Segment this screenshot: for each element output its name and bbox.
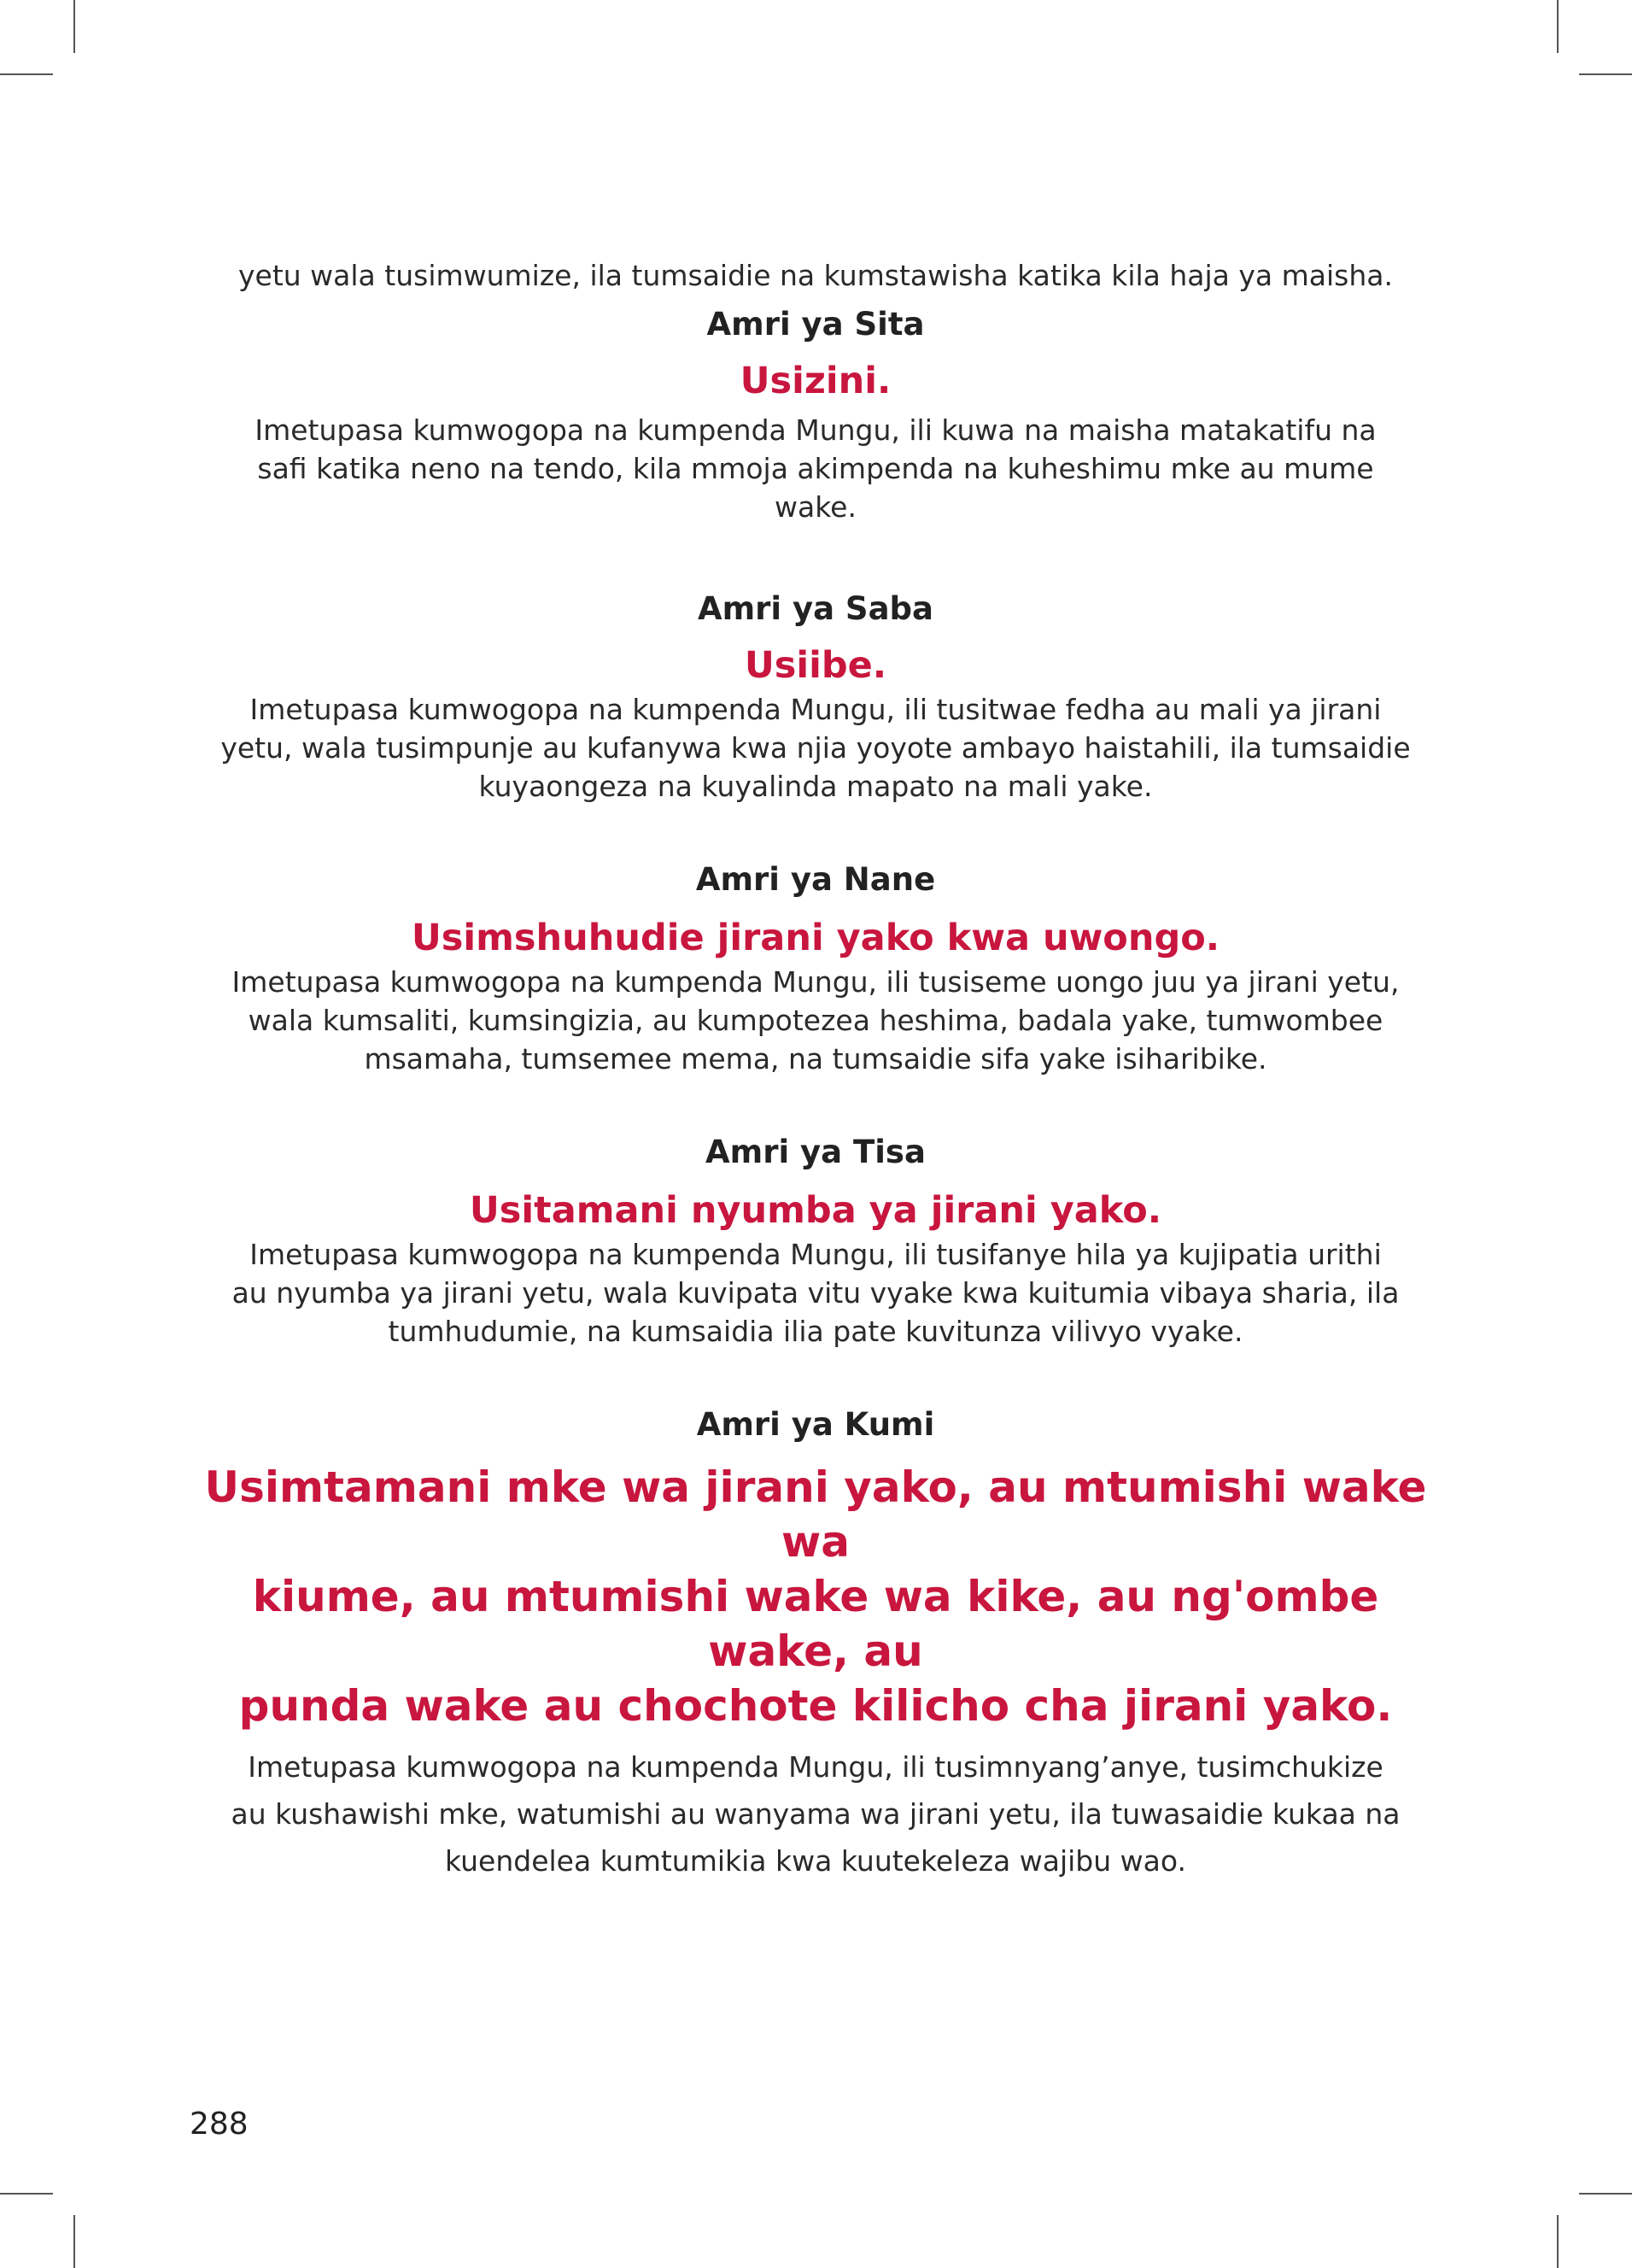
crop-mark-bottom-right-vertical [1557, 2215, 1559, 2268]
body-line: Imetupasa kumwogopa na kumpenda Mungu, ili kuwa na maisha matakatifu na [254, 413, 1377, 447]
intro-text: yetu wala tusimwumize, ila tumsaidie na kumstawisha katika kila haja ya maisha. [238, 259, 1393, 292]
section-heading: Amri ya Kumi [696, 1406, 935, 1443]
body-line: Imetupasa kumwogopa na kumpenda Mungu, ili tusimnyang’anye, tusimchukize [248, 1750, 1383, 1784]
section-amri-ya-sita [196, 303, 1435, 526]
command-text: Usimshuhudie jirani yako kwa uwongo. [411, 917, 1220, 959]
section-heading: Amri ya Tisa [705, 1134, 926, 1170]
body-line: yetu, wala tusimpunje au kufanywa kwa njia yoyote ambayo haistahili, ila tumsaidie [220, 731, 1411, 765]
body-line: tumhudumie, na kumsaidia ilia pate kuvitunza vilivyo vyake. [388, 1315, 1243, 1348]
command-text: kiume, au mtumishi wake wa kike, au ng'ombe wake, au [252, 1572, 1379, 1676]
crop-mark-top-right-vertical [1557, 0, 1559, 53]
body-line: Imetupasa kumwogopa na kumpenda Mungu, ili tusifanye hila ya kujipatia urithi [249, 1238, 1382, 1271]
page-number: 288 [190, 2107, 249, 2142]
body-line: wake. [775, 490, 857, 524]
body-line: au nyumba ya jirani yetu, wala kuvipata vitu vyake kwa kuitumia vibaya sharia, ila [231, 1276, 1400, 1310]
section-heading: Amri ya Sita [706, 306, 925, 343]
body-line: kuendelea kumtumikia kwa kuutekeleza wajibu wao. [445, 1844, 1186, 1878]
section-heading: Amri ya Saba [697, 590, 934, 627]
command-text: Usitamani nyumba ya jirani yako. [469, 1189, 1162, 1232]
body-line: Imetupasa kumwogopa na kumpenda Mungu, ili tusiseme uongo juu ya jirani yetu, [231, 965, 1400, 999]
crop-mark-top-right-horizontal [1579, 73, 1632, 75]
page-content [196, 256, 1435, 1884]
section-amri-ya-tisa [196, 1131, 1435, 1351]
body-line: msamaha, tumsemee mema, na tumsaidie sifa yake isiharibike. [364, 1042, 1267, 1075]
crop-mark-bottom-left-vertical [73, 2215, 75, 2268]
command-text: Usizini. [740, 360, 892, 402]
crop-mark-bottom-left-horizontal [0, 2193, 53, 2195]
body-line: Imetupasa kumwogopa na kumpenda Mungu, ili tusitwae fedha au mali ya jirani [249, 693, 1382, 726]
command-text: Usiibe. [744, 644, 887, 687]
section-amri-ya-kumi [196, 1404, 1435, 1884]
body-line: kuyaongeza na kuyalinda mapato na mali yake. [478, 770, 1153, 803]
crop-mark-top-left-horizontal [0, 73, 53, 75]
crop-mark-bottom-right-horizontal [1579, 2193, 1632, 2195]
section-amri-ya-saba [196, 588, 1435, 806]
command-text: Usimtamani mke wa jirani yako, au mtumishi wake wa [204, 1462, 1427, 1567]
command-text: punda wake au chochote kilicho cha jirani yako. [238, 1681, 1393, 1731]
body-line: wala kumsaliti, kumsingizia, au kumpotezea heshima, badala yake, tumwombee [248, 1004, 1383, 1037]
section-amri-ya-nane [196, 859, 1435, 1078]
body-line: safi katika neno na tendo, kila mmoja akimpenda na kuheshimu mke au mume [257, 452, 1374, 485]
section-heading: Amri ya Nane [695, 861, 936, 898]
body-line: au kushawishi mke, watumishi au wanyama wa jirani yetu, ila tuwasaidie kukaa na [231, 1797, 1401, 1831]
crop-mark-top-left-vertical [73, 0, 75, 53]
